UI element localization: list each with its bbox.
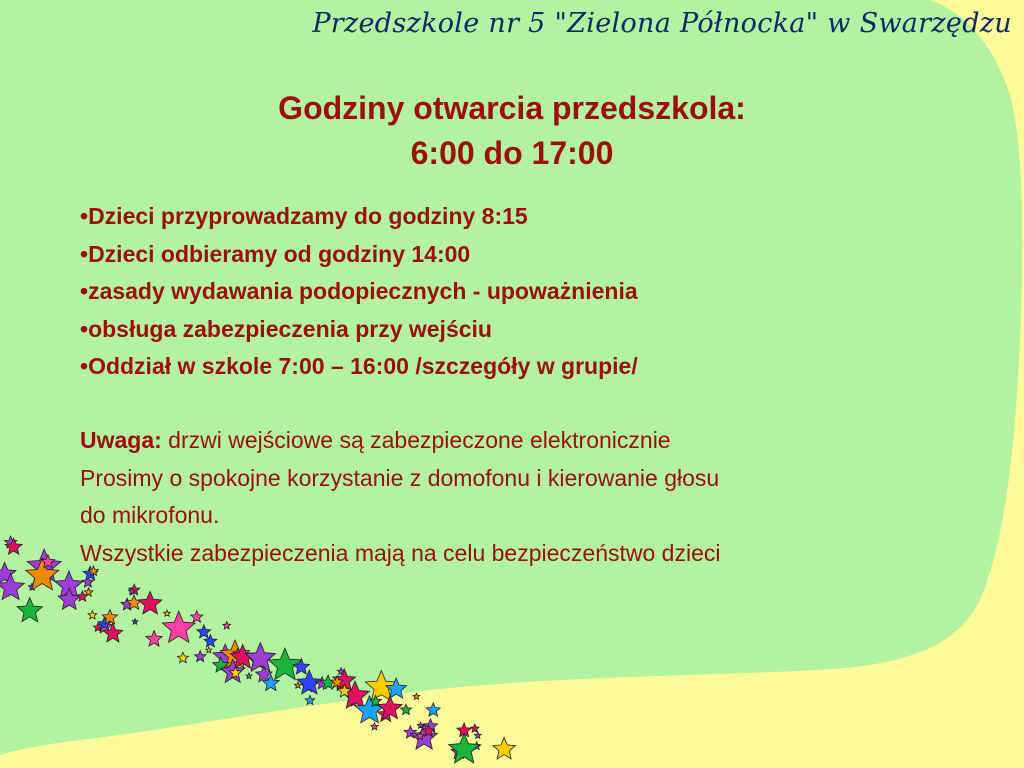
list-item: • Oddział w szkole 7:00 – 16:00 /szczegóły w grupie/	[80, 348, 638, 386]
security-notes	[80, 422, 1000, 572]
heading-line-2: 6:00 do 17:00	[410, 135, 614, 171]
header-title: Przedszkole nr 5 "Zielona Północka" w Swarzędzu	[312, 8, 1012, 39]
warning-line	[80, 422, 1000, 460]
warning-text: drzwi wejściowe są zabezpieczone elektronicznie	[161, 427, 671, 453]
list-item: • Dzieci przyprowadzamy do godziny 8:15	[80, 198, 638, 236]
notes-line-4: Wszystkie zabezpieczenia mają na celu bezpieczeństwo dzieci	[80, 539, 721, 566]
opening-hours-heading	[0, 86, 1024, 176]
list-item: • obsługa zabezpieczenia przy wejściu	[80, 311, 638, 349]
notes-line-3: do mikrofonu.	[80, 502, 220, 528]
list-item: • Dzieci odbieramy od godziny 14:00	[80, 236, 638, 274]
warning-label: Uwaga:	[80, 427, 162, 453]
list-item: • zasady wydawania podopiecznych - upoważnienia	[80, 273, 638, 311]
notes-line-2: Prosimy o spokojne korzystanie z domofonu i kierowanie głosu	[80, 464, 720, 491]
heading-line-1: Godziny otwarcia przedszkola:	[278, 90, 746, 126]
rules-list	[80, 198, 638, 386]
